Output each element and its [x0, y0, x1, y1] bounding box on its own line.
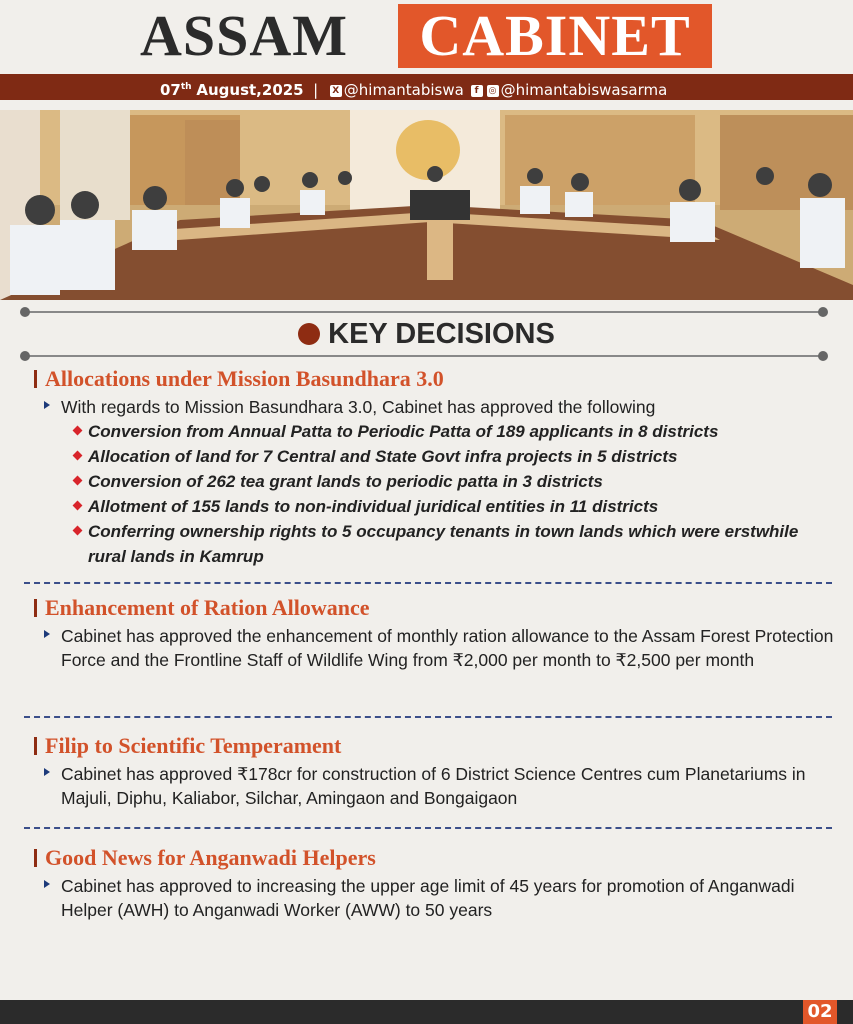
section-title: Enhancement of Ration Allowance — [34, 595, 834, 621]
date-rest: August,2025 — [196, 81, 304, 99]
footer-bar — [0, 1000, 853, 1024]
diamond-bullet-icon — [73, 526, 83, 536]
triangle-bullet-icon — [44, 880, 50, 888]
section-title: Filip to Scientific Temperament — [34, 733, 834, 759]
sub-item: Conferring ownership rights to 5 occupancy tenants in town lands which were erstwhile rural lands in Kamrup — [34, 519, 834, 569]
header — [0, 0, 853, 72]
date-day: 07 — [160, 81, 181, 99]
bottom-divider — [24, 355, 824, 357]
bullet-item: With regards to Mission Basundhara 3.0, Cabinet has approved the following — [34, 395, 834, 419]
diamond-bullet-icon — [73, 501, 83, 511]
diamond-bullet-icon — [73, 426, 83, 436]
x-handle: @himantabiswa — [343, 81, 464, 99]
date-bar — [0, 74, 853, 100]
section-anganwadi — [34, 845, 834, 922]
triangle-bullet-icon — [44, 768, 50, 776]
sub-item: Allocation of land for 7 Central and State Govt infra projects in 5 districts — [34, 444, 834, 469]
date-suffix: th — [180, 82, 192, 92]
diamond-bullet-icon — [73, 476, 83, 486]
section-ration — [34, 595, 834, 672]
section-science — [34, 733, 834, 810]
title-bar-icon — [34, 370, 37, 388]
section-separator — [24, 716, 832, 718]
key-decisions-heading: KEY DECISIONS — [0, 318, 853, 351]
section-separator — [24, 827, 832, 829]
sub-item: Conversion from Annual Patta to Periodic Patta of 189 applicants in 8 districts — [34, 419, 834, 444]
sub-item: Conversion of 262 tea grant lands to periodic patta in 3 districts — [34, 469, 834, 494]
title-bar-icon — [34, 849, 37, 867]
fb-ig-handle: @himantabiswasarma — [500, 81, 668, 99]
top-divider — [24, 311, 824, 313]
section-basundhara — [34, 366, 834, 569]
cabinet-meeting-photo — [0, 110, 853, 300]
section-title: Allocations under Mission Basundhara 3.0 — [34, 366, 834, 392]
photo-illustration — [0, 110, 853, 300]
facebook-icon: f — [471, 85, 483, 97]
diamond-bullet-icon — [73, 451, 83, 461]
instagram-icon: ◎ — [487, 85, 499, 97]
title-assam: ASSAM — [140, 3, 349, 68]
title-bar-icon — [34, 599, 37, 617]
section-title: Good News for Anganwadi Helpers — [34, 845, 834, 871]
bullet-item: Cabinet has approved ₹178cr for construction of 6 District Science Centres cum Planetariums in Majuli, Diphu, Kaliabor, Silchar, Amingaon and Bongaigaon — [34, 762, 834, 810]
section-separator — [24, 582, 832, 584]
page-number: 02 — [803, 1000, 837, 1024]
triangle-bullet-icon — [44, 630, 50, 638]
title-cabinet: CABINET — [398, 4, 712, 68]
sub-item: Allotment of 155 lands to non-individual juridical entities in 11 districts — [34, 494, 834, 519]
x-icon: X — [330, 85, 342, 97]
separator: | — [313, 81, 319, 99]
bullet-dot-icon — [298, 323, 320, 345]
bullet-item: Cabinet has approved the enhancement of monthly ration allowance to the Assam Forest Protection Force and the Frontline Staff of Wildlife Wing from ₹2,000 per month to ₹2,500 per month — [34, 624, 834, 672]
triangle-bullet-icon — [44, 401, 50, 409]
bullet-item: Cabinet has approved to increasing the upper age limit of 45 years for promotion of Anganwadi Helper (AWH) to Anganwadi Worker (AWW) to 50 years — [34, 874, 834, 922]
title-bar-icon — [34, 737, 37, 755]
